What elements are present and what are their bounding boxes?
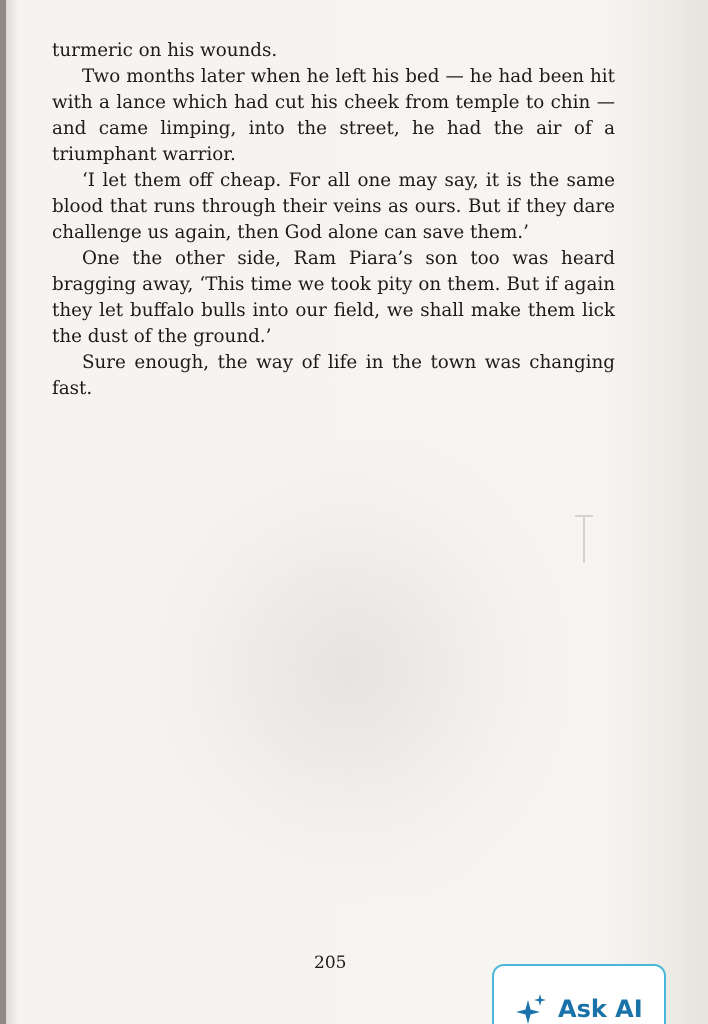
page-number: 205 — [314, 953, 347, 973]
sparkle-icon — [514, 992, 548, 1024]
bleed-through-mark — [575, 515, 593, 565]
paper-texture — [130, 440, 570, 900]
page-text — [52, 38, 615, 402]
paragraph: Two months later when he left his bed — he had been hit with a lance which had cut his cheek from temple to chin — and came limping, into the street, he had the air of a triumphant warrior. — [52, 66, 615, 165]
ask-ai-label: Ask AI — [558, 995, 643, 1023]
paragraph: One the other side, Ram Piara’s son too was heard bragging away, ‘This time we took pity on them. But if again they let buffalo bulls into our field, we shall make them lick the dust of the ground.’ — [52, 248, 615, 347]
page-binding-edge — [0, 0, 6, 1024]
paragraph: turmeric on his wounds. — [52, 40, 278, 61]
ask-ai-button[interactable] — [492, 964, 666, 1024]
paragraph: Sure enough, the way of life in the town was changing fast. — [52, 352, 615, 399]
paragraph: ‘I let them off cheap. For all one may say, it is the same blood that runs through their veins as ours. But if they dare challenge us again, then God alone can save them.’ — [52, 170, 615, 243]
